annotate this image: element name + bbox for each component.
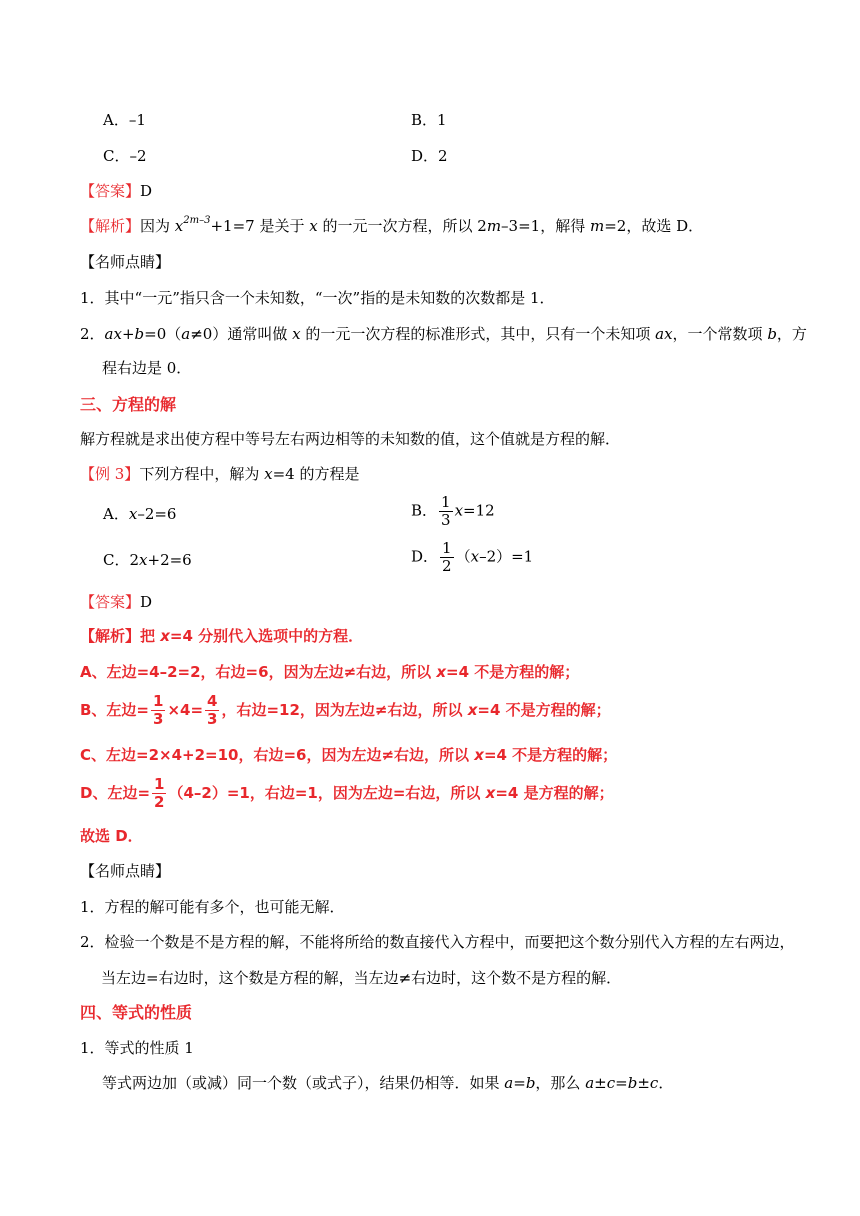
var: b <box>767 325 777 343</box>
text: –2）=1 <box>479 547 534 566</box>
text: A、左边=4–2=2，右边=6，因为左边≠右边，所以 <box>80 663 437 681</box>
var: b <box>134 325 145 343</box>
tips-item-cont: 当左边=右边时，这个数是方程的解，当左边≠右边时，这个数不是方程的解． <box>101 969 622 987</box>
tips-heading: 【名师点睛】 <box>80 862 171 880</box>
option-label: A． <box>103 505 129 523</box>
text: ≠0）通常叫做 <box>190 325 293 343</box>
text: ，方 <box>776 325 807 343</box>
fraction <box>205 693 219 728</box>
text: =4 不是方程的解； <box>483 746 618 764</box>
solution-line: 故选 D． <box>80 827 143 845</box>
option-value: 1 <box>437 111 447 129</box>
fraction <box>439 494 453 529</box>
text: =4 的方程是 <box>272 465 360 483</box>
fraction <box>440 540 454 575</box>
denominator: 3 <box>153 710 164 728</box>
denominator: 2 <box>154 793 165 811</box>
text: 下列方程中，解为 <box>139 465 265 483</box>
var: x <box>139 551 148 569</box>
solution-line <box>80 662 579 682</box>
section-intro: 解方程就是求出使方程中等号左右两边相等的未知数的值，这个值就是方程的解． <box>80 430 621 448</box>
analysis-tag: 【解析】 <box>80 217 141 235</box>
var: m <box>589 217 605 235</box>
text: （4–2）=1，右边=1，因为左边=右边，所以 <box>168 784 486 802</box>
var: c <box>649 1074 659 1092</box>
text: =4 不是方程的解； <box>477 701 611 719</box>
text: （ <box>455 547 471 566</box>
text: ×4= <box>167 701 204 719</box>
option-label: D． <box>411 547 439 566</box>
text: =4 分别代入选项中的方程． <box>169 627 364 645</box>
text: =12 <box>463 501 495 520</box>
text: =4 不是方程的解； <box>446 663 580 681</box>
option-label: C． <box>103 147 130 165</box>
denominator: 3 <box>441 511 451 529</box>
text: 2 <box>129 551 140 569</box>
analysis-line <box>80 216 703 236</box>
text: –2=6 <box>137 505 177 523</box>
answer-value: D <box>140 182 153 200</box>
var: x <box>470 547 480 566</box>
text: =0（ <box>144 325 182 343</box>
var: x <box>474 746 484 764</box>
text: 的一元一次方程的标准形式，其中，只有一个未知项 <box>300 325 656 343</box>
numerator: 4 <box>207 692 218 710</box>
text: 的一元一次方程，所以 2 <box>317 217 487 235</box>
option-value: 2 <box>438 147 448 165</box>
text: ，一个常数项 <box>672 325 768 343</box>
text: 2． <box>80 325 105 343</box>
denominator: 3 <box>207 710 218 728</box>
text: =4 是方程的解； <box>495 784 614 802</box>
example-line <box>80 464 359 484</box>
text: C、左边=2×4+2=10，右边=6，因为左边≠右边，所以 <box>80 746 475 764</box>
var: b <box>525 1074 536 1092</box>
text: –3=1，解得 <box>501 217 590 235</box>
option-b <box>411 494 495 529</box>
var: a <box>504 1074 514 1092</box>
text: + <box>121 325 135 343</box>
text: = <box>615 1074 628 1092</box>
property-title: 1．等式的性质 1 <box>80 1039 194 1057</box>
answer-value: D <box>140 593 153 611</box>
option-c <box>103 550 192 570</box>
fraction <box>152 776 166 811</box>
answer-line <box>80 592 152 612</box>
var: x <box>467 701 478 719</box>
denominator: 2 <box>442 557 452 575</box>
text: +2=6 <box>147 551 192 569</box>
option-value: –2 <box>129 147 147 165</box>
text: D、左边= <box>80 784 151 802</box>
text: ． <box>658 1074 674 1092</box>
option-c <box>103 146 147 166</box>
var: x <box>292 325 301 343</box>
var: x <box>309 217 318 235</box>
option-value: –1 <box>128 111 146 129</box>
numerator: 1 <box>153 692 164 710</box>
var: a <box>585 1074 595 1092</box>
option-label: C． <box>103 551 130 569</box>
var: x <box>454 501 464 520</box>
tips-item: 1．方程的解可能有多个，也可能无解． <box>80 898 345 916</box>
var: a <box>181 325 191 343</box>
var: x <box>128 505 138 523</box>
section-heading: 三、方程的解 <box>80 395 177 414</box>
answer-tag: 【答案】 <box>80 593 141 611</box>
text: 因为 <box>140 217 175 235</box>
text: ，那么 <box>535 1074 586 1092</box>
text: =2，故选 D． <box>604 217 704 235</box>
option-a <box>103 110 146 130</box>
answer-tag: 【答案】 <box>80 182 141 200</box>
text: 等式两边加（或减）同一个数（或式子），结果仍相等．如果 <box>102 1074 505 1092</box>
text: ，右边=12，因为左边≠右边，所以 <box>221 701 468 719</box>
solution-line <box>80 773 614 813</box>
solution-line <box>80 690 611 730</box>
text: ± <box>637 1074 650 1092</box>
text: ± <box>594 1074 607 1092</box>
fraction <box>151 693 165 728</box>
text: +1=7 是关于 <box>210 217 310 235</box>
var: c <box>606 1074 616 1092</box>
option-d <box>411 146 448 166</box>
tips-item: 2．检验一个数是不是方程的解，不能将所给的数直接代入方程中，而要把这个数分别代入方程的左右两边， <box>80 933 795 951</box>
var: x <box>485 784 496 802</box>
tips-item: 1．其中“一元”指只含一个未知数，“一次”指的是未知数的次数都是 1． <box>80 289 555 307</box>
var: x <box>436 663 447 681</box>
option-b <box>411 110 447 130</box>
solution-line <box>80 626 363 646</box>
exponent: 2m–3 <box>183 215 211 226</box>
section-heading: 四、等式的性质 <box>80 1003 193 1022</box>
var: ax <box>655 325 673 343</box>
var: m <box>486 217 502 235</box>
option-label: D． <box>411 147 439 165</box>
numerator: 1 <box>154 775 165 793</box>
numerator: 1 <box>441 493 451 511</box>
text: B、左边= <box>80 701 150 719</box>
var: ax <box>104 325 122 343</box>
answer-line <box>80 181 152 201</box>
numerator: 1 <box>442 539 452 557</box>
text: 【解析】把 <box>80 627 161 645</box>
option-d <box>411 540 533 575</box>
tips-item-cont: 程右边是 0． <box>102 359 192 377</box>
option-label: A． <box>103 111 129 129</box>
text: = <box>513 1074 526 1092</box>
var: b <box>627 1074 638 1092</box>
var: x <box>160 627 170 645</box>
solution-line <box>80 745 617 765</box>
var: x <box>174 217 184 235</box>
tips-item <box>80 324 807 344</box>
tips-heading: 【名师点睛】 <box>80 253 171 271</box>
option-label: B． <box>411 501 438 520</box>
var: x <box>264 465 273 483</box>
option-label: B． <box>411 111 438 129</box>
property-text <box>102 1073 673 1093</box>
option-a <box>103 504 176 524</box>
example-tag: 【例 3】 <box>80 465 140 483</box>
